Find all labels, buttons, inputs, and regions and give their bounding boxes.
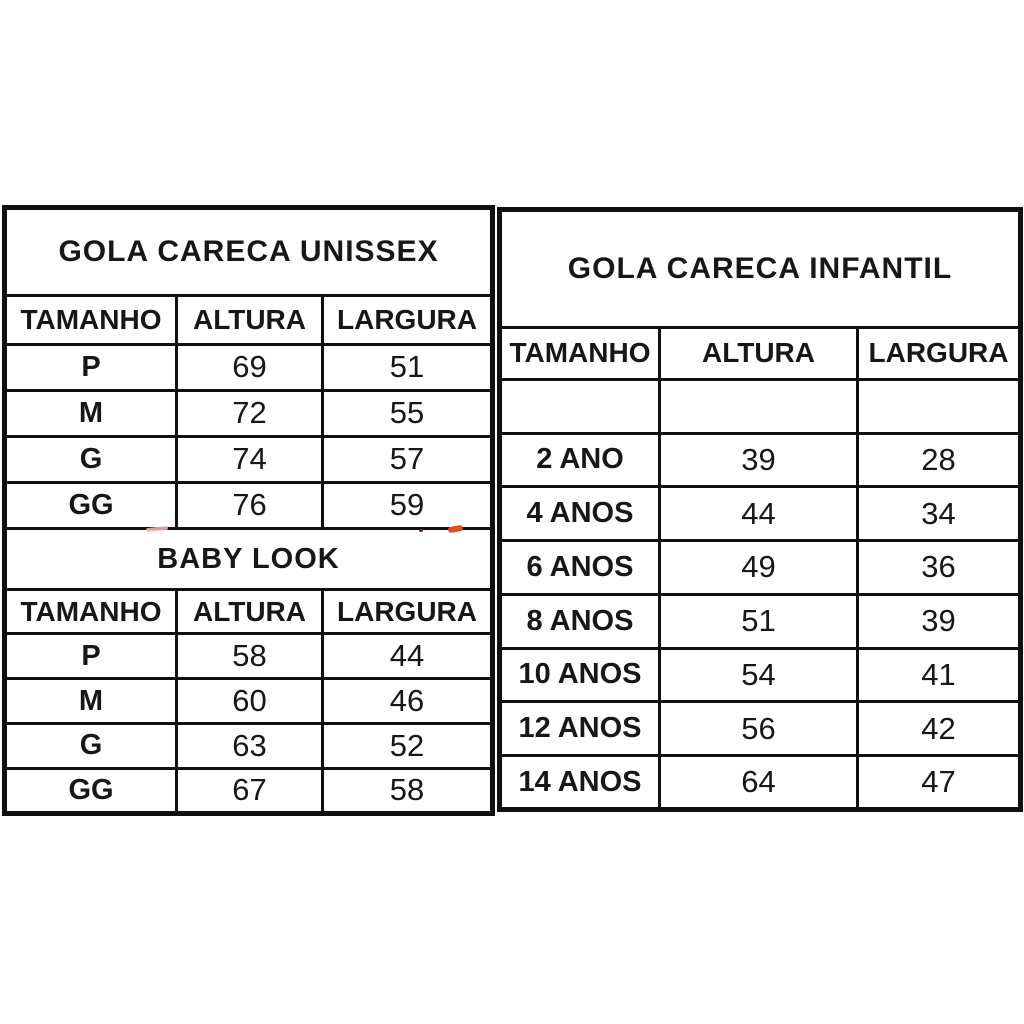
size-label: GG xyxy=(5,768,177,813)
largura-value: 52 xyxy=(323,724,493,769)
babylook-header-largura: LARGURA xyxy=(323,590,493,634)
table-row xyxy=(500,702,1021,756)
altura-value: 74 xyxy=(177,436,323,482)
largura-value: 42 xyxy=(858,702,1021,756)
table-row xyxy=(500,210,1021,328)
altura-value: 51 xyxy=(660,594,858,648)
size-label: 6 ANOS xyxy=(500,541,660,595)
table-row xyxy=(5,436,493,482)
largura-value: 36 xyxy=(858,541,1021,595)
table-row xyxy=(5,482,493,528)
infantil-size-table xyxy=(497,207,1023,812)
table-row xyxy=(5,390,493,436)
size-label: P xyxy=(5,344,177,390)
largura-value: 51 xyxy=(323,344,493,390)
largura-value: 57 xyxy=(323,436,493,482)
size-label: 10 ANOS xyxy=(500,648,660,702)
largura-value: 44 xyxy=(323,634,493,679)
table-row xyxy=(5,208,493,296)
table-row xyxy=(5,634,493,679)
babylook-header-tamanho: TAMANHO xyxy=(5,590,177,634)
infantil-header-altura: ALTURA xyxy=(660,328,858,380)
largura-value: 41 xyxy=(858,648,1021,702)
altura-value: 67 xyxy=(177,768,323,813)
table-row xyxy=(5,295,493,344)
table-row xyxy=(5,724,493,769)
empty-cell xyxy=(858,379,1021,433)
infantil-table-title: GOLA CARECA INFANTIL xyxy=(500,210,1021,328)
unissex-header-largura: LARGURA xyxy=(323,295,493,344)
size-label: P xyxy=(5,634,177,679)
unissex-header-tamanho: TAMANHO xyxy=(5,295,177,344)
largura-value: 46 xyxy=(323,679,493,724)
table-row xyxy=(5,528,493,589)
infantil-header-largura: LARGURA xyxy=(858,328,1021,380)
largura-value: 39 xyxy=(858,594,1021,648)
largura-value: 58 xyxy=(323,768,493,813)
altura-value: 60 xyxy=(177,679,323,724)
altura-value: 58 xyxy=(177,634,323,679)
largura-value: 59 xyxy=(323,482,493,528)
table-row xyxy=(5,590,493,634)
altura-value: 76 xyxy=(177,482,323,528)
unissex-table-title: GOLA CARECA UNISSEX xyxy=(5,208,493,296)
size-label: 14 ANOS xyxy=(500,756,660,810)
table-row xyxy=(5,679,493,724)
altura-value: 49 xyxy=(660,541,858,595)
size-label: 12 ANOS xyxy=(500,702,660,756)
altura-value: 56 xyxy=(660,702,858,756)
table-row xyxy=(500,487,1021,541)
size-label: M xyxy=(5,390,177,436)
size-label: 4 ANOS xyxy=(500,487,660,541)
red-dot-mark xyxy=(419,529,423,532)
table-row xyxy=(5,344,493,390)
table-row xyxy=(500,541,1021,595)
table-row xyxy=(500,433,1021,487)
table-row xyxy=(500,594,1021,648)
unissex-header-altura: ALTURA xyxy=(177,295,323,344)
largura-value: 55 xyxy=(323,390,493,436)
table-row xyxy=(500,328,1021,380)
size-label: G xyxy=(5,724,177,769)
babylook-header-altura: ALTURA xyxy=(177,590,323,634)
altura-value: 63 xyxy=(177,724,323,769)
altura-value: 64 xyxy=(660,756,858,810)
table-row xyxy=(5,768,493,813)
empty-cell xyxy=(500,379,660,433)
size-label: 2 ANO xyxy=(500,433,660,487)
unissex-size-table xyxy=(2,205,495,816)
altura-value: 44 xyxy=(660,487,858,541)
largura-value: 28 xyxy=(858,433,1021,487)
size-label: M xyxy=(5,679,177,724)
baby-look-subtitle: BABY LOOK xyxy=(5,528,493,589)
altura-value: 72 xyxy=(177,390,323,436)
size-label: G xyxy=(5,436,177,482)
altura-value: 54 xyxy=(660,648,858,702)
altura-value: 69 xyxy=(177,344,323,390)
largura-value: 34 xyxy=(858,487,1021,541)
largura-value: 47 xyxy=(858,756,1021,810)
table-row xyxy=(500,379,1021,433)
table-row xyxy=(500,756,1021,810)
altura-value: 39 xyxy=(660,433,858,487)
size-label: GG xyxy=(5,482,177,528)
table-row xyxy=(500,648,1021,702)
size-label: 8 ANOS xyxy=(500,594,660,648)
infantil-header-tamanho: TAMANHO xyxy=(500,328,660,380)
empty-cell xyxy=(660,379,858,433)
